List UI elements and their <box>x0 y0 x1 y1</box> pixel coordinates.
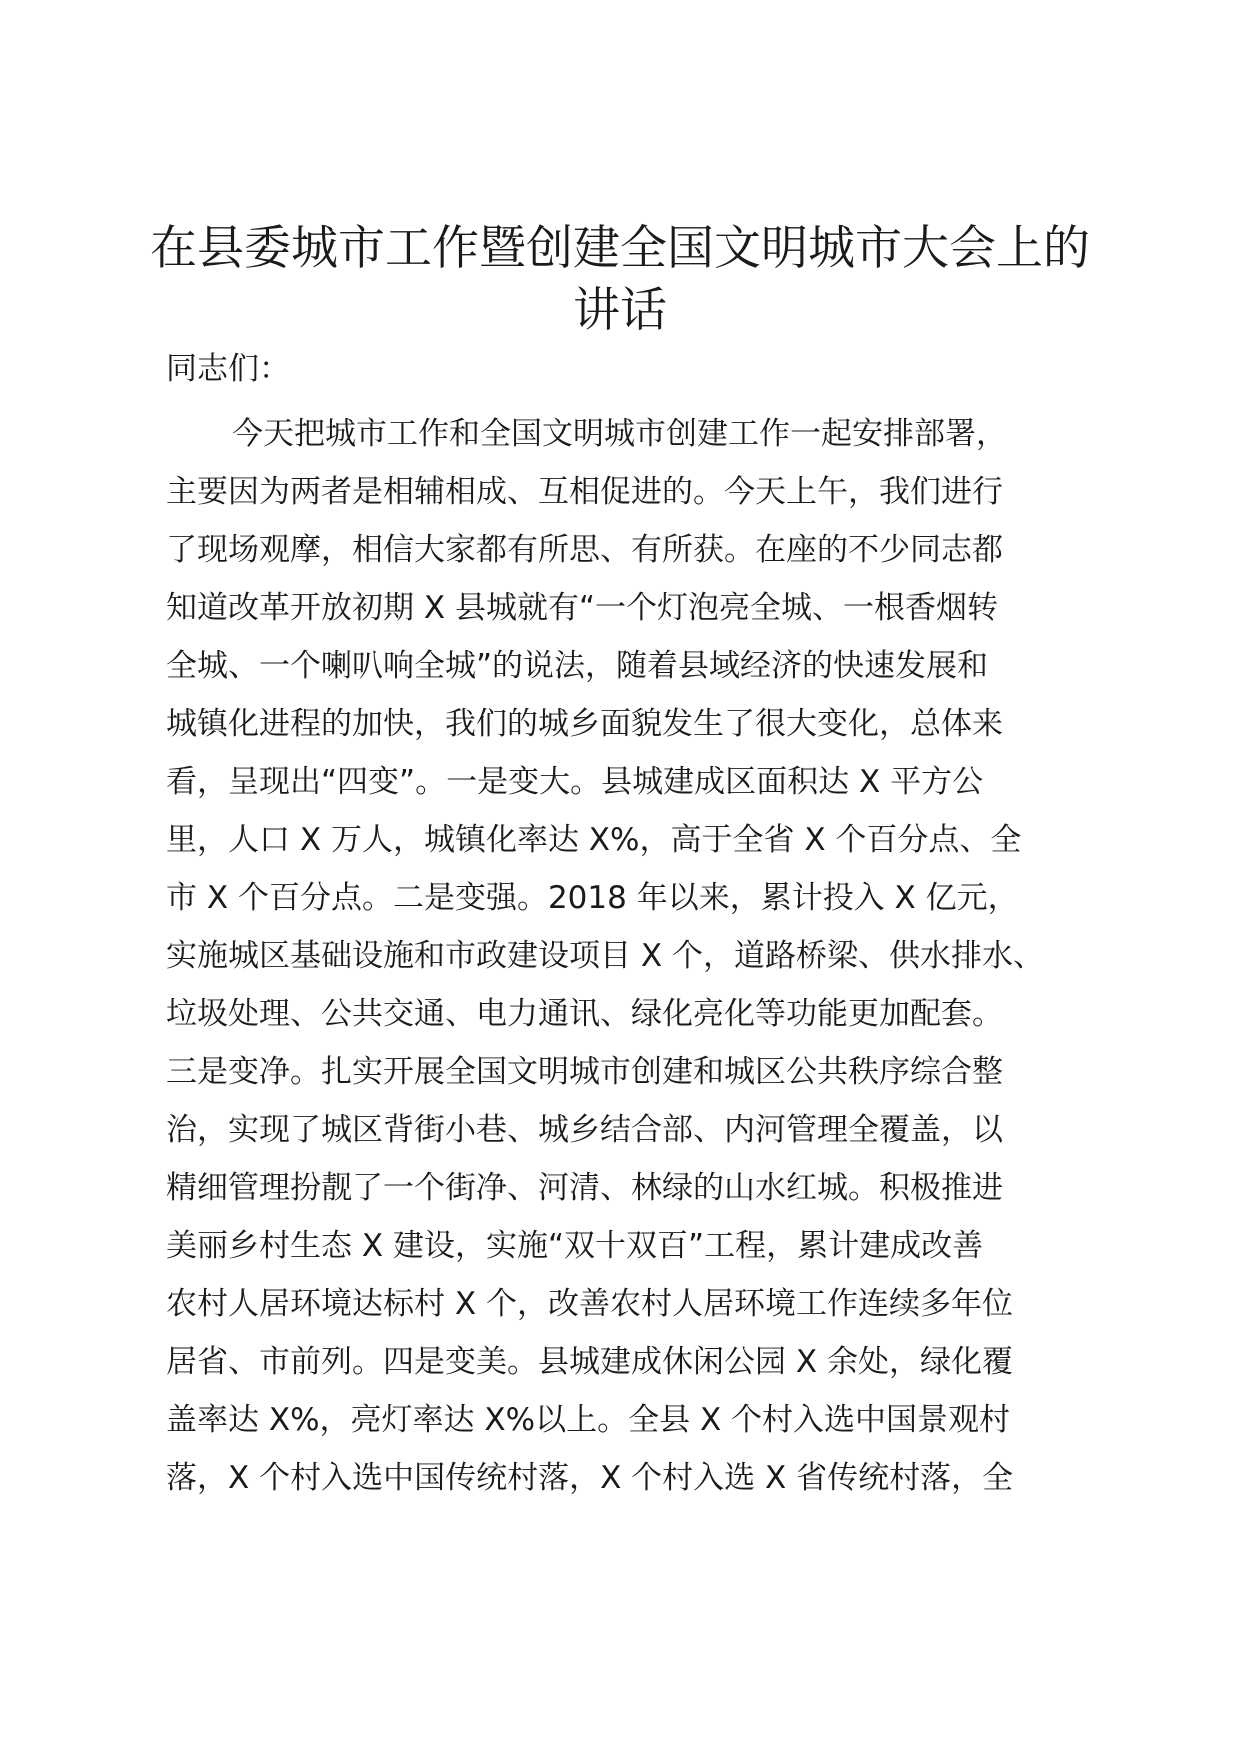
salutation: 同志们： <box>166 351 290 387</box>
body-line: 农村人居环境达标村 X 个，改善农村人居环境工作连续多年位 <box>166 1286 1013 1322</box>
body-line: 精细管理扮靓了一个街净、河清、林绿的山水红城。积极推进 <box>166 1170 1003 1206</box>
body-line: 居省、市前列。四是变美。县城建成休闲公园 X 余处，绿化覆 <box>166 1344 1013 1380</box>
title-line-2: 讲话 <box>573 283 667 338</box>
body-line: 市 X 个百分点。二是变强。2018 年以来，累计投入 X 亿元， <box>166 880 1019 916</box>
document-title <box>150 218 1090 342</box>
body-line: 美丽乡村生态 X 建设，实施“双十双百”工程，累计建成改善 <box>166 1228 984 1264</box>
body-line: 今天把城市工作和全国文明城市创建工作一起安排部署， <box>232 416 1007 452</box>
body-line: 三是变净。扎实开展全国文明城市创建和城区公共秩序综合整 <box>166 1054 1003 1090</box>
body-line: 盖率达 X%，亮灯率达 X%以上。全县 X 个村入选中国景观村 <box>166 1402 1011 1438</box>
body-line: 知道改革开放初期 X 县城就有“一个灯泡亮全城、一根香烟转 <box>166 590 999 626</box>
body-text <box>166 405 1086 1507</box>
body-line: 里，人口 X 万人，城镇化率达 X%，高于全省 X 个百分点、全 <box>166 822 1022 858</box>
body-line: 城镇化进程的加快，我们的城乡面貌发生了很大变化，总体来 <box>166 706 1003 742</box>
title-line-1: 在县委城市工作暨创建全国文明城市大会上的 <box>150 221 1090 276</box>
body-line: 实施城区基础设施和市政建设项目 X 个，道路桥梁、供水排水、 <box>166 938 1044 974</box>
body-line: 主要因为两者是相辅相成、互相促进的。今天上午，我们进行 <box>166 474 1003 510</box>
body-line: 落，X 个村入选中国传统村落，X 个村入选 X 省传统村落，全 <box>166 1460 1014 1496</box>
body-line: 治，实现了城区背街小巷、城乡结合部、内河管理全覆盖，以 <box>166 1112 1003 1148</box>
body-line: 看，呈现出“四变”。一是变大。县城建成区面积达 X 平方公 <box>166 764 984 800</box>
body-line: 了现场观摩，相信大家都有所思、有所获。在座的不少同志都 <box>166 532 1003 568</box>
body-line: 垃圾处理、公共交通、电力通讯、绿化亮化等功能更加配套。 <box>166 996 1003 1032</box>
body-line: 全城、一个喇叭响全城”的说法，随着县域经济的快速发展和 <box>166 648 989 684</box>
